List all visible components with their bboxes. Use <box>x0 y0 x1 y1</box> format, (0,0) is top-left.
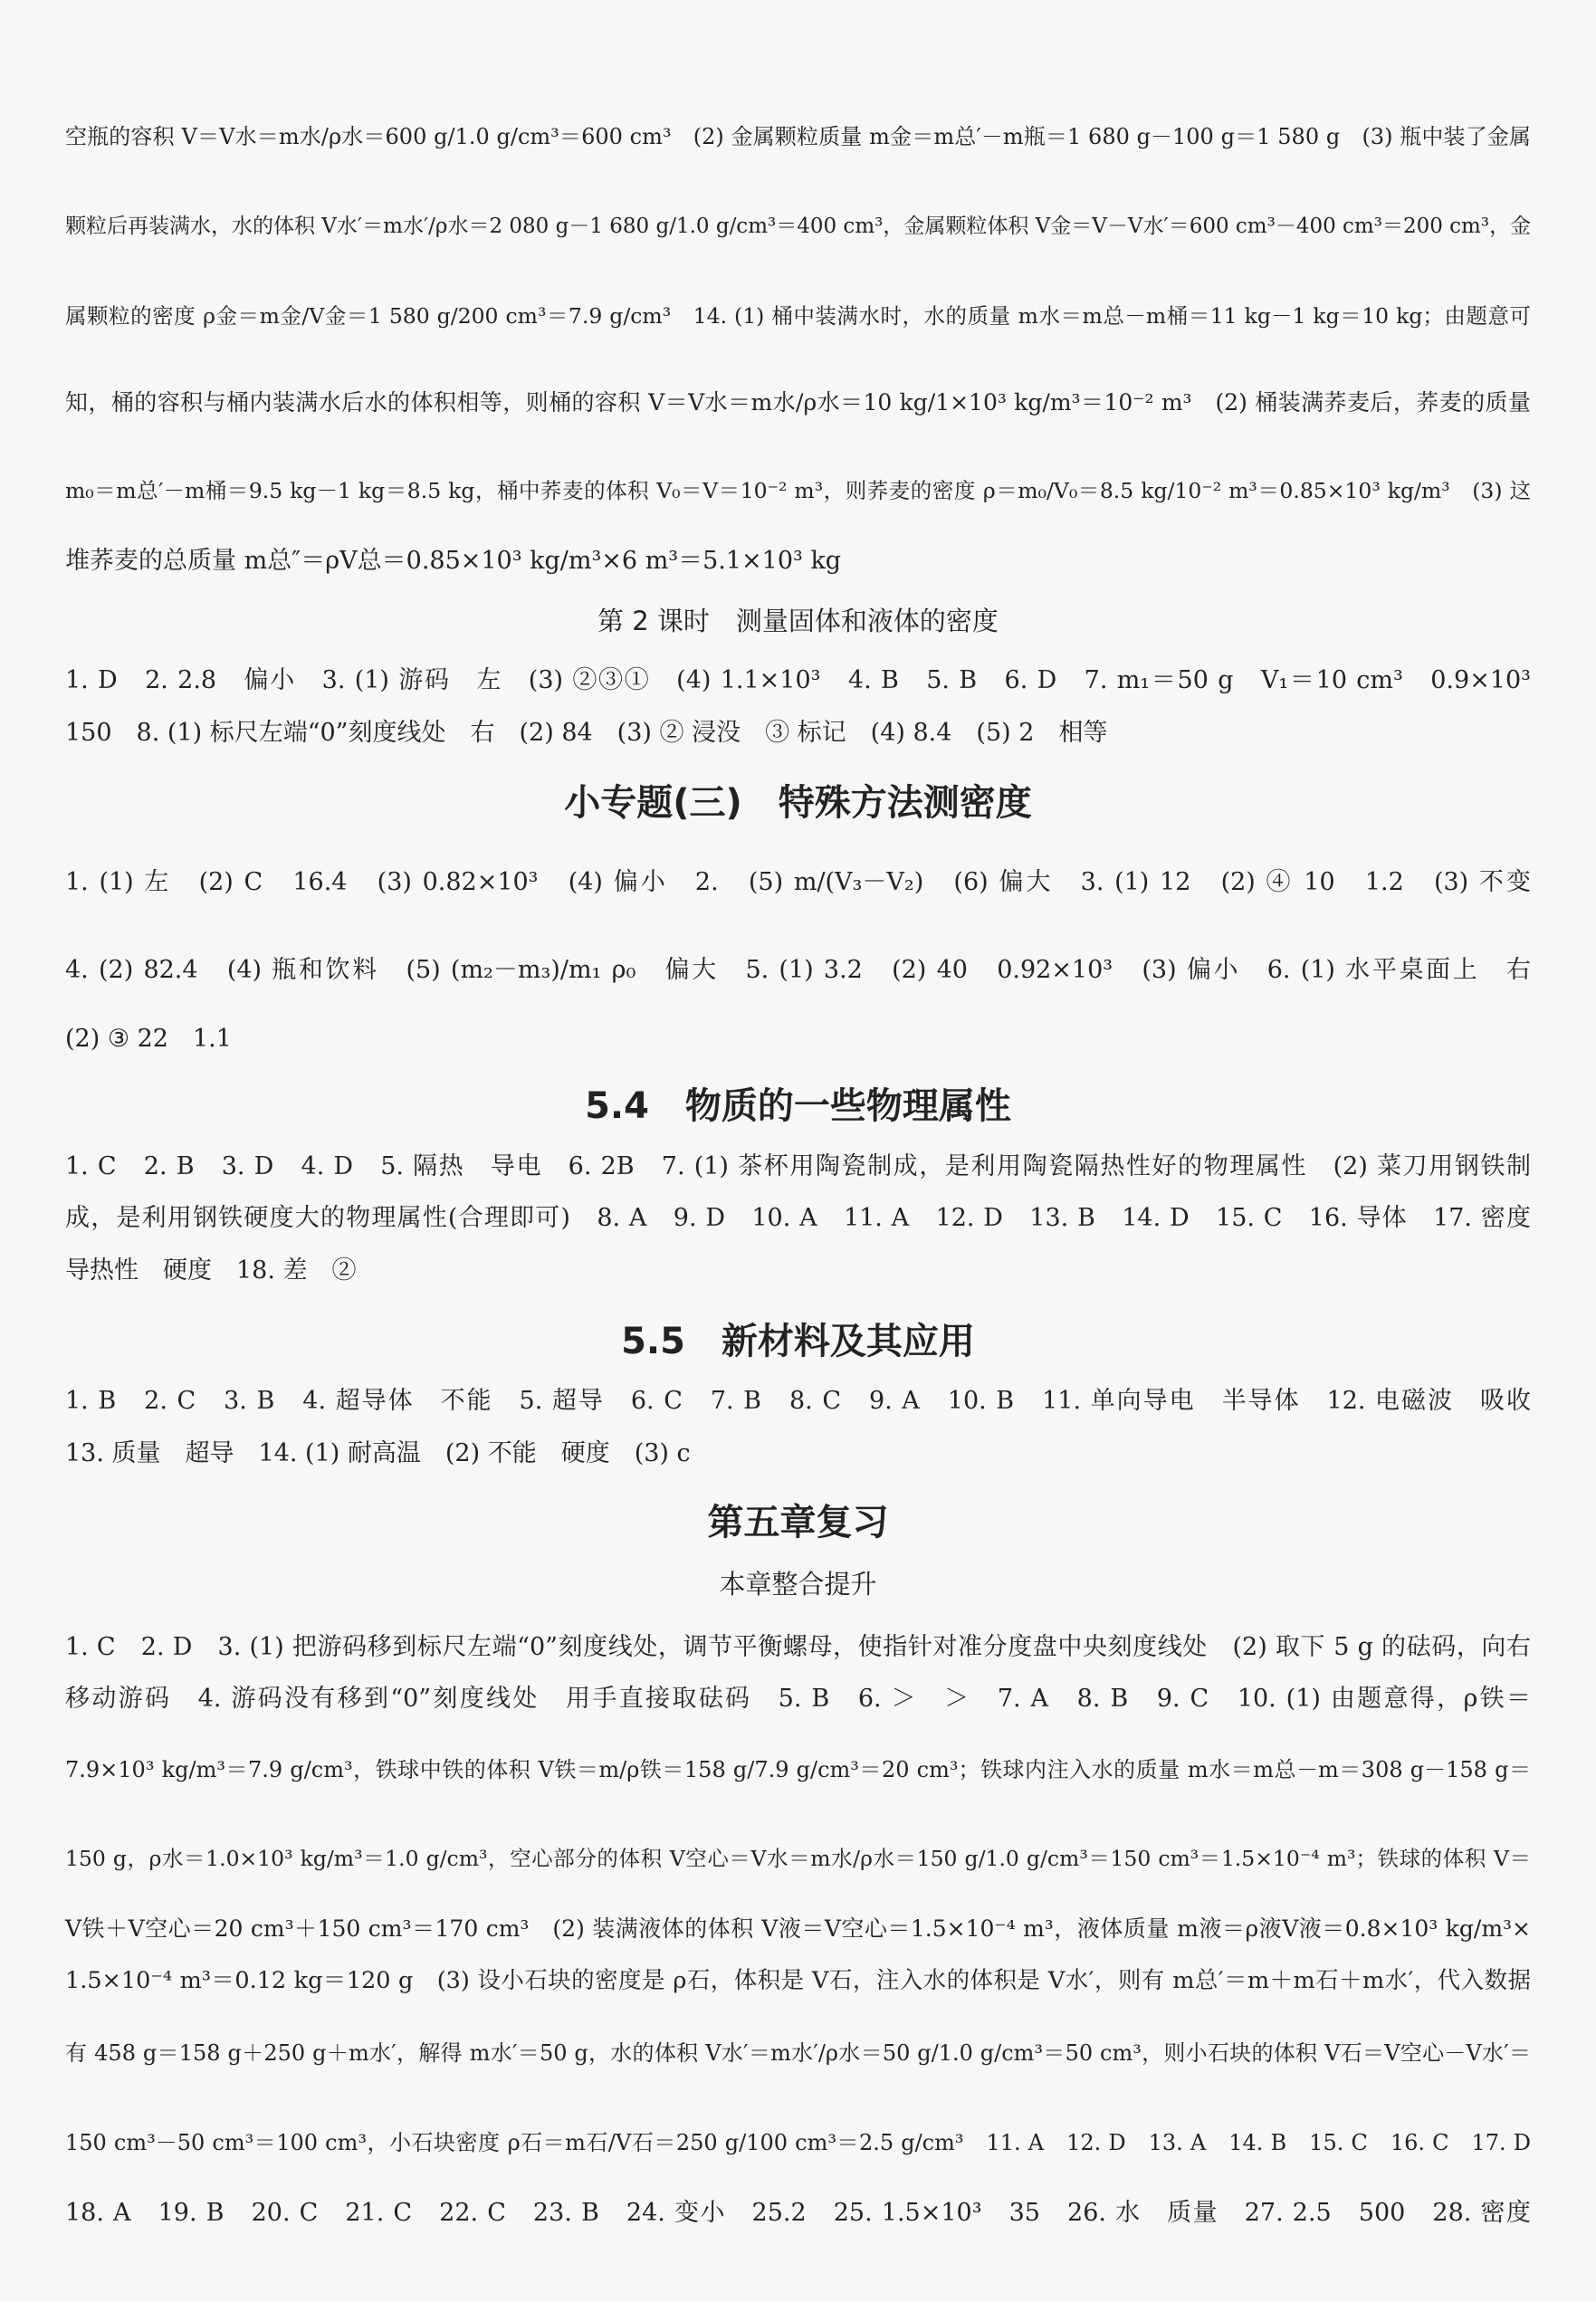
review-line-7: 有 458 g＝158 g＋250 g＋m水′，解得 m水′＝50 g，水的体积 V水′＝m水′/ρ水＝50 g/1.0 g/cm³＝50 cm³，则小石块的体积 V石＝V空心－V水′＝ <box>65 2040 1531 2066</box>
topic3-line-1: 1. (1) 左 (2) C 16.4 (3) 0.82×10³ (4) 偏小 2. (5) m/(V₃－V₂) (6) 偏大 3. (1) 12 (2) ④ 10 1.2 (3) 不变 <box>65 868 1531 896</box>
review-line-2: 移动游码 4. 游码没有移到“0”刻度线处 用手直接取砝码 5. B 6. ＞ ＞ 7. A 8. B 9. C 10. (1) 由题意得，ρ铁＝ <box>65 1685 1531 1713</box>
review-line-1: 1. C 2. D 3. (1) 把游码移到标尺左端“0”刻度线处，调节平衡螺母，使指针对准分度盘中央刻度线处 (2) 取下 5 g 的砝码，向右 <box>65 1633 1531 1661</box>
review-line-3: 7.9×10³ kg/m³＝7.9 g/cm³，铁球中铁的体积 V铁＝m/ρ铁＝158 g/7.9 g/cm³＝20 cm³；铁球内注入水的质量 m水＝m总－m＝308 g－158 g＝ <box>65 1757 1531 1782</box>
review-line-8: 150 cm³－50 cm³＝100 cm³，小石块密度 ρ石＝m石/V石＝250 g/100 cm³＝2.5 g/cm³ 11. A 12. D 13. A 14. B 15. C 16. C 17. D <box>65 2130 1531 2155</box>
section-title-5-5: 5.5 新材料及其应用 <box>621 1321 975 1362</box>
review-line-5: V铁＋V空心＝20 cm³＋150 cm³＝170 cm³ (2) 装满液体的体积 V液＝V空心＝1.5×10⁻⁴ m³，液体质量 m液＝ρ液V液＝0.8×10³ kg/m³× <box>65 1915 1531 1942</box>
s55-line-2: 13. 质量 超导 14. (1) 耐高温 (2) 不能 硬度 (3) c <box>65 1439 691 1467</box>
topic3-line-2: 4. (2) 82.4 (4) 瓶和饮料 (5) (m₂－m₃)/m₁ ρ₀ 偏大 5. (1) 3.2 (2) 40 0.92×10³ (3) 偏小 6. (1) 水平桌面上 右 <box>65 956 1531 984</box>
section-title-topic3: 小专题(三) 特殊方法测密度 <box>564 782 1032 824</box>
s54-line-2: 成，是利用钢铁硬度大的物理属性(合理即可) 8. A 9. D 10. A 11. A 12. D 13. B 14. D 15. C 16. 导体 17. 密度 <box>65 1204 1531 1232</box>
lesson2-line-2: 150 8. (1) 标尺左端“0”刻度线处 右 (2) 84 (3) ② 浸没 ③ 标记 (4) 8.4 (5) 2 相等 <box>65 719 1108 747</box>
header-line-2: 颗粒后再装满水，水的体积 V水′＝m水′/ρ水＝2 080 g－1 680 g/1.0 g/cm³＝400 cm³，金属颗粒体积 V金＝V－V水′＝600 cm³－400 cm³＝200 cm³，金 <box>65 215 1532 238</box>
header-line-3: 属颗粒的密度 ρ金＝m金/V金＝1 580 g/200 cm³＝7.9 g/cm³ 14. (1) 桶中装满水时，水的质量 m水＝m总－m桶＝11 kg－1 kg＝10 kg；由题意可 <box>65 303 1531 329</box>
review-line-6: 1.5×10⁻⁴ m³＝0.12 kg＝120 g (3) 设小石块的密度是 ρ石，体积是 V石，注入水的体积是 V水′，则有 m总′＝m＋m石＋m水′，代入数据 <box>65 1967 1531 1994</box>
s54-line-1: 1. C 2. B 3. D 4. D 5. 隔热 导电 6. 2B 7. (1) 茶杯用陶瓷制成，是利用陶瓷隔热性好的物理属性 (2) 菜刀用钢铁制 <box>65 1152 1531 1180</box>
header-line-6: 堆荞麦的总质量 m总″＝ρV总＝0.85×10³ kg/m³×6 m³＝5.1×10³ kg <box>65 547 842 575</box>
section-subtitle-integration: 本章整合提升 <box>719 1569 877 1600</box>
topic3-line-3: (2) ③ 22 1.1 <box>65 1025 232 1053</box>
header-line-1: 空瓶的容积 V＝V水＝m水/ρ水＝600 g/1.0 g/cm³＝600 cm³ (2) 金属颗粒质量 m金＝m总′－m瓶＝1 680 g－100 g＝1 580 g (3) 瓶中装了金属 <box>65 124 1531 149</box>
section-title-5-4: 5.4 物质的一些物理属性 <box>585 1085 1011 1127</box>
review-line-9: 18. A 19. B 20. C 21. C 22. C 23. B 24. 变小 25.2 25. 1.5×10³ 35 26. 水 质量 27. 2.5 500 28. 密度 <box>65 2199 1531 2227</box>
header-line-4: 知，桶的容积与桶内装满水后水的体积相等，则桶的容积 V＝V水＝m水/ρ水＝10 kg/1×10³ kg/m³＝10⁻² m³ (2) 桶装满荞麦后，荞麦的质量 <box>65 389 1531 416</box>
review-line-4: 150 g，ρ水＝1.0×10³ kg/m³＝1.0 g/cm³，空心部分的体积 V空心＝V水＝m水/ρ水＝150 g/1.0 g/cm³＝150 cm³＝1.5×10⁻⁴ m³；铁球的体积 V＝ <box>65 1846 1531 1871</box>
header-line-5: m₀＝m总′－m桶＝9.5 kg－1 kg＝8.5 kg，桶中荞麦的体积 V₀＝V＝10⁻² m³，则荞麦的密度 ρ＝m₀/V₀＝8.5 kg/10⁻² m³＝0.85×10³ kg/m³ (3) 这 <box>65 478 1531 503</box>
s55-line-1: 1. B 2. C 3. B 4. 超导体 不能 5. 超导 6. C 7. B 8. C 9. A 10. B 11. 单向导电 半导体 12. 电磁波 吸收 <box>65 1387 1531 1415</box>
lesson2-line-1: 1. D 2. 2.8 偏小 3. (1) 游码 左 (3) ②③① (4) 1.1×10³ 4. B 5. B 6. D 7. m₁＝50 g V₁＝10 cm³ 0.9×10³ <box>65 666 1531 694</box>
s54-line-3: 导热性 硬度 18. 差 ② <box>65 1256 357 1285</box>
section-title-chapter5-review: 第五章复习 <box>707 1502 889 1543</box>
section-title-lesson2: 第 2 课时 测量固体和液体的密度 <box>597 606 999 636</box>
